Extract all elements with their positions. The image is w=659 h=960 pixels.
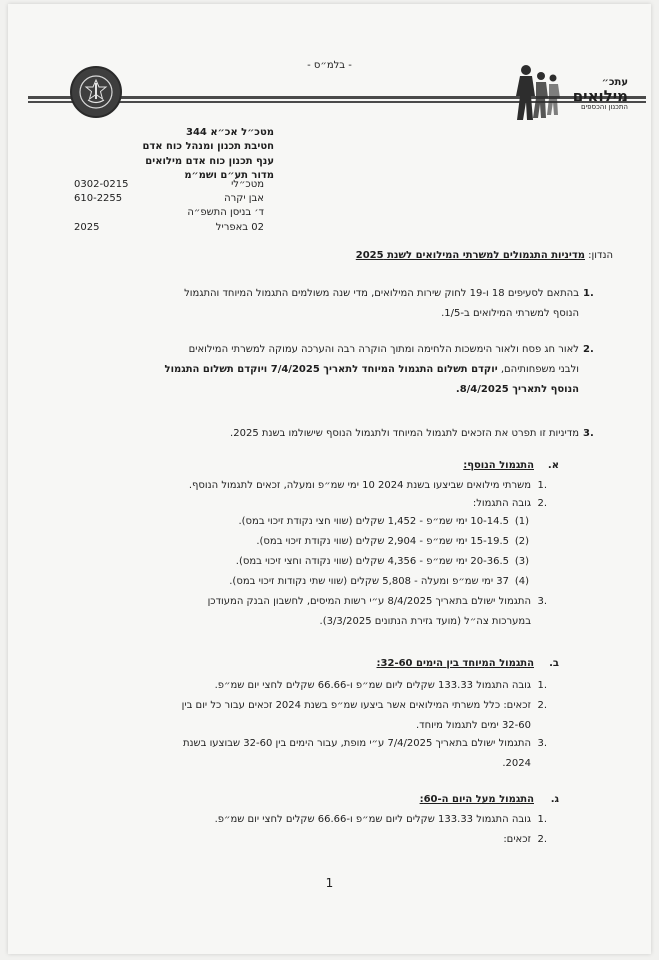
meta-label: 02 באפריל [215,221,264,233]
sender-line: מדור תע״ם ושמ״מ [184,169,274,181]
section-c-letter: ג. [550,794,559,805]
section-a-item: משרתי מילואים שביצעו בשנת 2024 10 ימי שמ״פ ומעלה, זכאים לתגמול הנוסף. [188,480,531,491]
document-meta [74,178,264,235]
item-2-number: 2. [583,344,594,355]
section-b-item-number: 2. [537,700,547,711]
subject-line [356,250,613,261]
section-c-item-number: 1. [537,814,547,825]
item-1-line: בהתאם לסעיפים 18 ו-19 לחוק שירות המילואים, מדי שנה משולמים התגמול המיוחד והתגמול [184,288,579,299]
sender-line: חטיבת תכנון ומנהל כוח אדם [142,141,274,153]
section-a-item-number: 1. [537,480,547,491]
meta-value: 0302-0215 [74,179,129,190]
sender-line: ענף תכנון כוח אדם מילואים [145,155,274,167]
tier-row: 37 ימי שמ״פ ומעלה - 5,808 שקלים (שווי שתי נקודות זיכוי במס). [229,576,509,587]
tier-row: 20-36.5 ימי שמ״פ - 4,356 שקלים (שווי נקודה וחצי זיכוי במס). [235,556,509,567]
item-3-line: מדיניות זו תפרט את הזכאים לתגמול המיוחד ולתגמול הנוסף שישולמו בשנת 2025. [230,428,579,439]
section-b-letter: ב. [549,658,559,669]
sender-block [74,126,274,183]
idf-emblem-icon [70,66,122,118]
item-1-number: 1. [583,288,594,299]
section-c-item: גובה התגמול 133.33 שקלים ליום שמ״פ ו-66.66 שקלים לחצי יום שמ״פ. [214,814,531,825]
section-b-item: גובה התגמול 133.33 שקלים ליום שמ״פ ו-66.66 שקלים לחצי יום שמ״פ. [214,680,531,691]
meta-value: 2025 [74,221,100,233]
tier-number: (3) [514,556,529,567]
subject-title: מדיניות התגמולים למשרתי המילואים לשנת 2025 [355,250,585,261]
meta-value: 610-2255 [74,193,123,205]
item-2-line: לאור חג פסח ולאור הימשכות הלחימה ומתוך הוקרה רבה והערכה עמוקה למשרתי המילואים [188,344,579,355]
item-1 [89,284,579,324]
item-2 [79,340,579,400]
meta-label: מטכ״לי [231,179,264,190]
section-a-item-number: 3. [537,596,547,607]
reserve-soldiers-logo-icon [508,60,564,128]
section-a-letter: א. [547,460,559,471]
tier-row: 10-14.5 ימי שמ״פ - 1,452 שקלים (שווי חצי נקודת זיכוי במס). [238,516,509,527]
item-2-line: הנוסף לתאריך 8/4/2025. [455,384,579,395]
section-c-item-number: 2. [537,834,547,845]
section-a-item: גובה התגמול: [472,498,531,509]
page-number: 1 [325,876,334,890]
sender-line: מטכ״ל אכ״א 344 [185,127,274,138]
section-c-title: התגמול מעל היום ה-60: [419,794,534,805]
section-a-title: התגמול הנוסף: [463,460,534,471]
meta-label: ד׳ בניסן התשפ״ה [187,207,264,219]
section-b-item-number: 3. [537,738,547,749]
tier-number: (4) [514,576,529,587]
reserve-logo-text: עתכ״ מילואים התכנון והכספים [572,77,628,112]
tier-number: (2) [514,536,529,547]
section-b-item-number: 1. [537,680,547,691]
section-b-title: התגמול המיוחד בין הימים 32-60: [376,658,534,669]
item-2-line: ולבני משפחותיהם, יוקדם תשלום התגמול המיוחד לתאריך 7/4/2025 ויוקדם תשלום התגמול [164,364,579,375]
item-3 [79,424,579,444]
section-a-item-number: 2. [537,498,547,509]
item-3-number: 3. [583,428,594,439]
item-1-line: הנוסף למשרתי המילואים ב-1/5. [441,308,579,319]
section-b-item: התגמול ישולם בתאריך 7/4/2025 ע״י מופת, עבור הימים בין 32-60 שבוצעו בשנת 2024. [182,738,531,769]
meta-label: אבן יקרה [224,193,264,205]
section-b-item: זכאים: כלל משרתי המילואים אשר ביצעו שמ״פ בשנת 2024 זכאים עבור כל יום בין 32-60 ימים לתגמול מיוחד. [181,700,531,731]
tier-number: (1) [514,516,529,527]
subject-prefix: הנדון: [585,250,613,261]
section-c-item: זכאים: [503,834,531,845]
classification-header: - בלמ״ס - [307,60,352,71]
tier-row: 15-19.5 ימי שמ״פ - 2,904 שקלים (שווי נקודת זיכוי במס). [256,536,509,547]
section-a-item: התגמול ישולם בתאריך 8/4/2025 ע״י רשות המיסים, לחשבון הבנק המעודכן במערכות צה״ל (מועד גזירת הנתונים 3/3/2025). [207,596,531,627]
